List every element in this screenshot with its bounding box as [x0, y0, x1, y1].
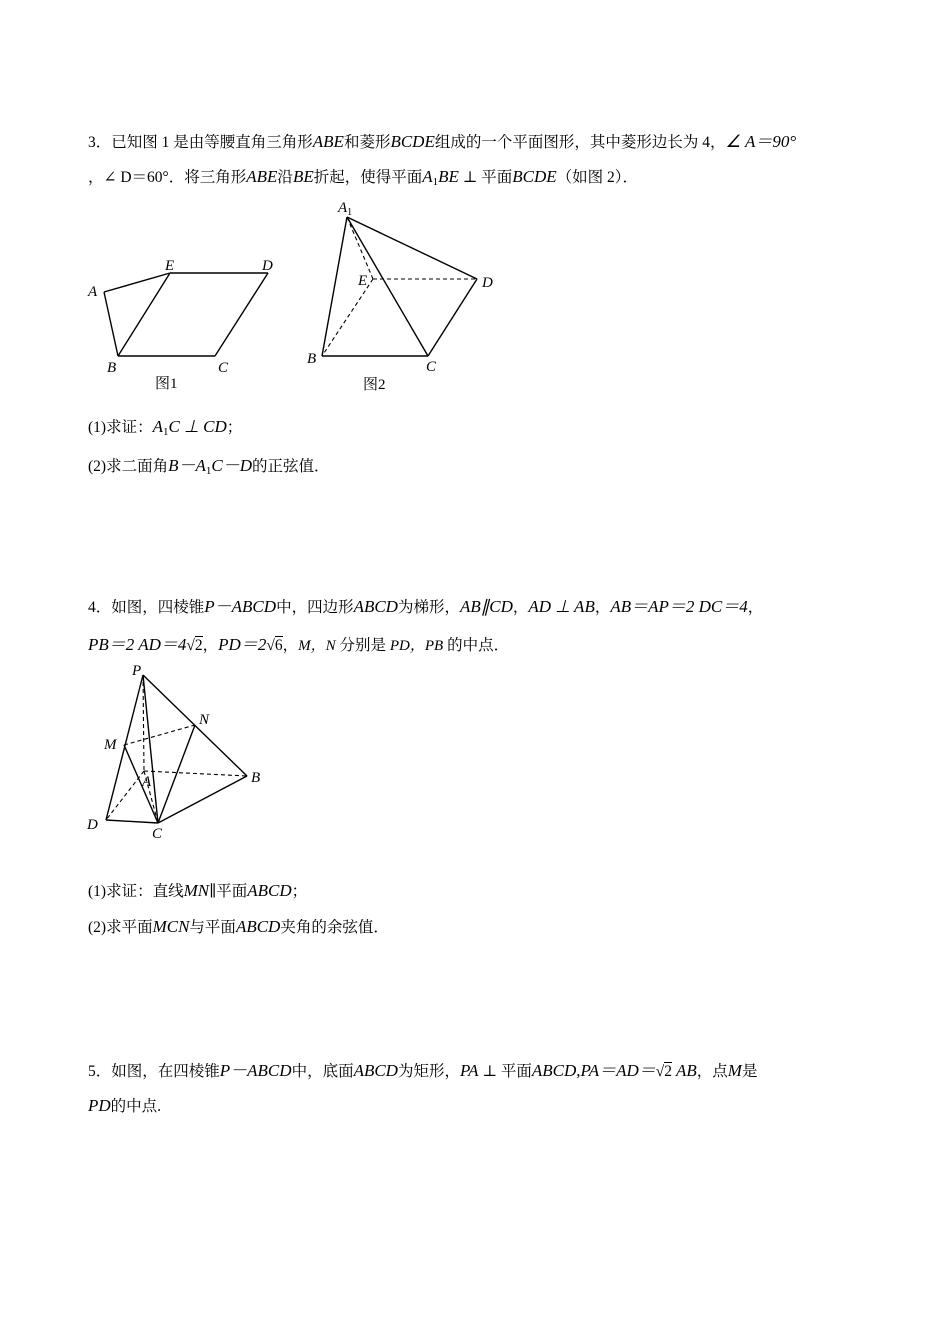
math: M	[727, 1061, 742, 1080]
text: 组成的一个平面图形，其中菱形边长为 4，	[434, 134, 726, 151]
math: PB＝2 AD＝4	[88, 635, 187, 654]
label-D: D	[87, 817, 98, 833]
p4-line2	[88, 630, 509, 655]
p5-line2	[88, 1094, 161, 1116]
text: 和菱形	[343, 134, 391, 151]
label-A: A	[142, 774, 152, 790]
p3-line1	[88, 127, 796, 152]
problem-number: 5．	[88, 1063, 112, 1080]
math: ABCD	[353, 597, 398, 616]
text: ；	[226, 419, 243, 436]
label-E: E	[358, 273, 368, 289]
p4-line1	[88, 592, 763, 617]
math: ABE	[246, 167, 278, 186]
math: BE	[292, 167, 314, 186]
text: 与平面	[189, 919, 236, 936]
text: ，	[747, 599, 764, 616]
label-C: C	[426, 359, 437, 375]
math: AD ⊥ AB	[528, 597, 595, 616]
label-A: A	[88, 284, 98, 300]
label-D: D	[482, 275, 493, 291]
text: (2)求平面	[88, 919, 153, 936]
math: PD，PB	[389, 638, 444, 654]
text: 中，四边形	[276, 599, 354, 616]
math: ABCD	[235, 917, 281, 936]
label-C: C	[152, 826, 163, 842]
text: ，	[512, 599, 529, 616]
p4-question-1	[88, 879, 307, 901]
text: 中，底面	[291, 1063, 354, 1080]
p3-question-1	[88, 415, 242, 438]
math: BCDE	[512, 167, 557, 186]
math: C－D	[211, 456, 252, 475]
subscript: 1	[205, 465, 212, 477]
math: B－A	[168, 456, 206, 475]
radicand: 6	[274, 637, 283, 654]
text: 为梯形，	[397, 599, 460, 616]
math: ABCD	[353, 1061, 398, 1080]
figure-1	[80, 250, 290, 395]
math: ∠ A＝90°	[725, 132, 797, 151]
text: (1)求证：	[88, 419, 153, 436]
math: ABCD	[247, 881, 292, 900]
p3-line2	[88, 165, 638, 188]
sqrt-symbol: √2	[186, 637, 203, 654]
sqrt-symbol: √6	[266, 637, 283, 654]
math: A	[422, 167, 433, 186]
problem-number: 3．	[88, 134, 112, 151]
math: AB	[672, 1061, 697, 1080]
label-E: E	[165, 258, 175, 274]
caption-fig1: 图1	[155, 376, 178, 392]
math: MN	[183, 881, 210, 900]
text: 折起，使得平面	[313, 169, 423, 186]
problem-number: 4．	[88, 599, 112, 616]
text: 如图，在四棱锥	[111, 1063, 220, 1080]
text: ∥平面	[209, 883, 248, 900]
text: 已知图 1 是由等腰直角三角形	[111, 134, 313, 151]
text: 沿	[277, 169, 293, 186]
math: P－ABCD	[219, 1061, 292, 1080]
figure-2	[300, 195, 510, 395]
math: C ⊥ CD	[168, 417, 227, 436]
text: ，∠ D＝60°．将三角形	[88, 169, 247, 186]
text: 是	[741, 1063, 758, 1080]
text: 的中点.	[110, 1098, 162, 1115]
math: ABCD	[531, 1061, 577, 1080]
math: BE	[438, 167, 459, 186]
p5-line1	[88, 1056, 757, 1081]
text: 为矩形，	[397, 1063, 460, 1080]
math: AB＝AP＝2 DC＝4	[610, 597, 748, 616]
text: ；	[291, 883, 308, 900]
label-C: C	[218, 360, 229, 376]
label-M: M	[104, 737, 117, 753]
text: ，	[282, 637, 299, 654]
label-N: N	[199, 712, 210, 728]
subscript: 1	[432, 176, 439, 188]
text: 分别是	[335, 637, 390, 654]
text: 的正弦值．	[251, 458, 330, 475]
text: ⊥ 平面	[478, 1063, 532, 1080]
math: P－ABCD	[204, 597, 277, 616]
text: 的中点．	[443, 637, 510, 654]
text: 夹角的余弦值．	[280, 919, 389, 936]
math: PD	[88, 1096, 111, 1115]
label-P: P	[132, 663, 142, 679]
text: ⊥ 平面	[458, 169, 513, 186]
p4-question-2	[88, 915, 389, 937]
radicand: 2	[664, 1063, 673, 1080]
caption-fig2: 图2	[363, 377, 386, 393]
math: AB∥CD	[459, 597, 513, 616]
text: (2)求二面角	[88, 458, 169, 475]
p3-question-2	[88, 451, 330, 477]
math: PA	[459, 1061, 479, 1080]
math: ,PA＝AD＝	[576, 1061, 656, 1080]
math: PD＝2	[218, 635, 267, 654]
label-D: D	[262, 258, 273, 274]
label-A1: $A_1$	[338, 200, 353, 218]
sqrt-symbol: √2	[655, 1063, 673, 1080]
math: M，N	[298, 638, 336, 654]
figure-pyramid-4	[82, 658, 282, 843]
math: MCN	[152, 917, 190, 936]
text: ，	[594, 599, 611, 616]
label-B: B	[307, 351, 317, 367]
text: ，	[202, 637, 219, 654]
math: ABE	[312, 132, 344, 151]
math: A	[152, 417, 163, 436]
text: （如图 2）．	[556, 169, 639, 186]
text: 如图，四棱锥	[111, 599, 205, 616]
label-B: B	[251, 770, 261, 786]
radicand: 2	[194, 637, 203, 654]
subscript: 1	[162, 426, 169, 438]
label-B: B	[107, 360, 117, 376]
text: ，点	[696, 1063, 728, 1080]
text: (1)求证：直线	[88, 883, 184, 900]
math: BCDE	[390, 132, 435, 151]
